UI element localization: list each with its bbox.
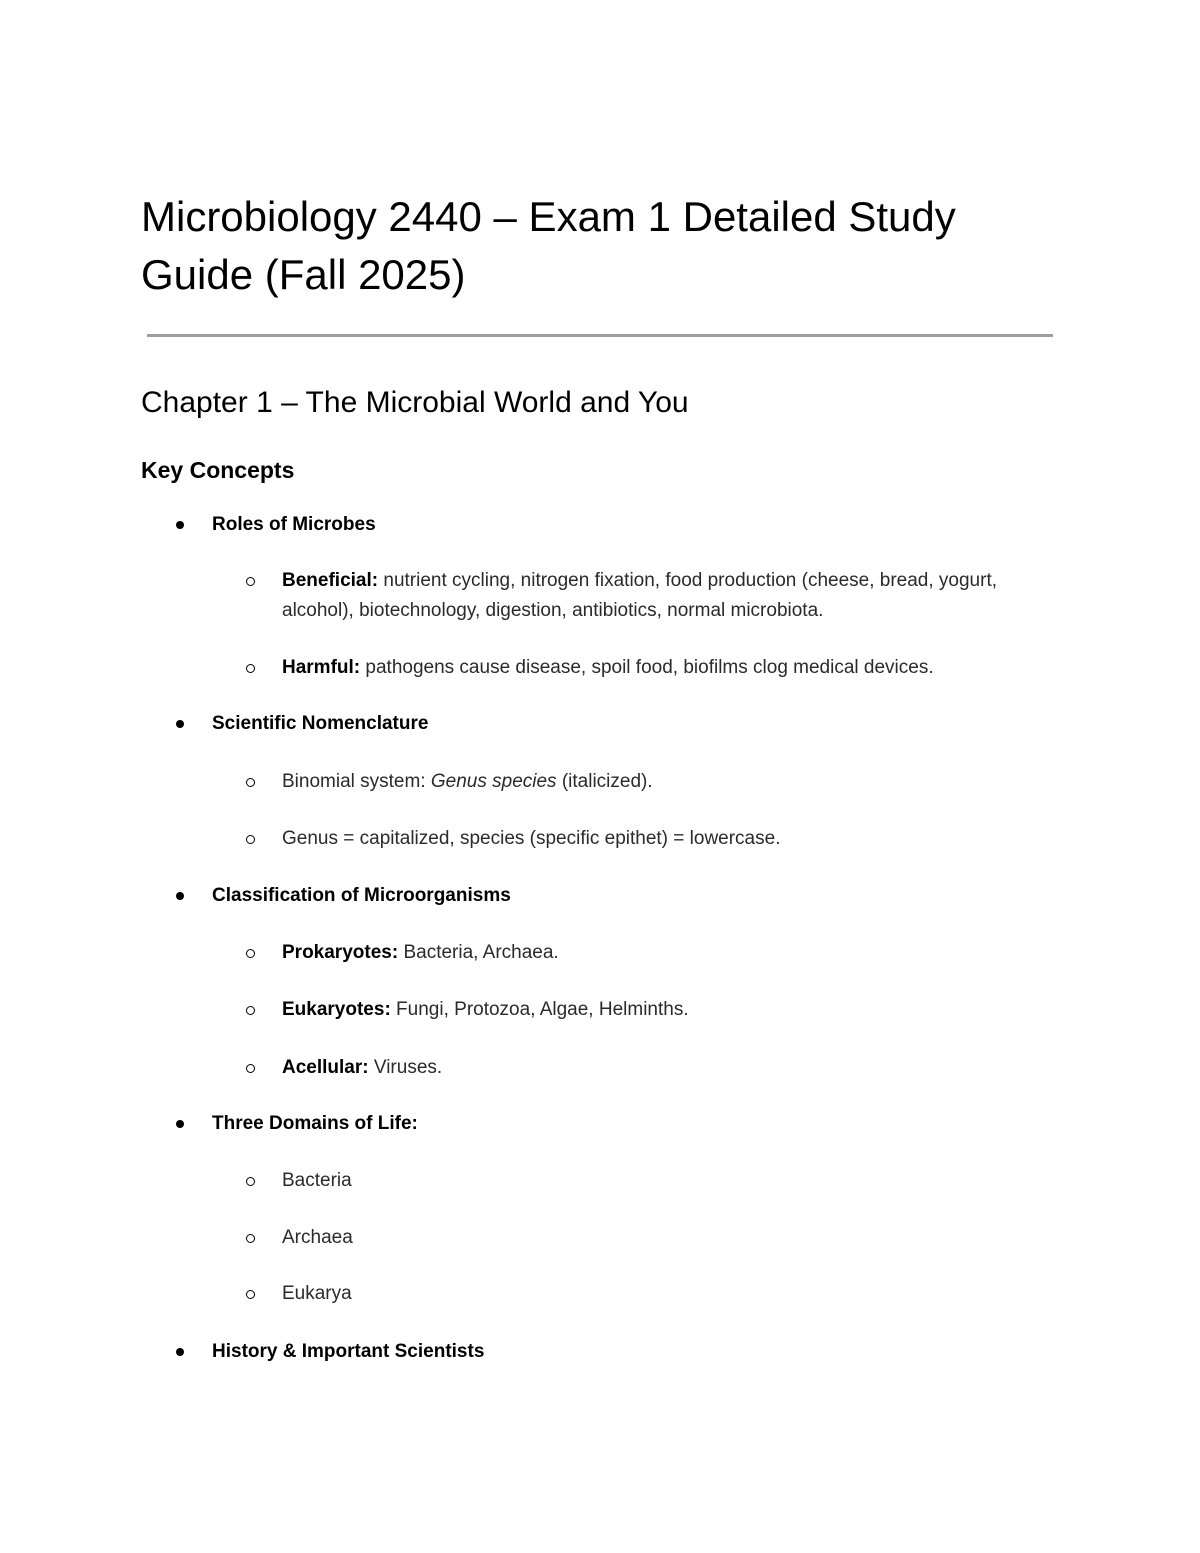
sub-item-harmful: [282, 653, 1042, 683]
sub-bullet-icon: [246, 940, 260, 966]
sub-item-beneficial: [282, 566, 1042, 626]
sub-item-label: Prokaryotes:: [282, 942, 399, 963]
sub-item-eukarya: [282, 1279, 1042, 1309]
bullet-icon: [176, 513, 188, 537]
sub-item-acellular: [282, 1053, 1042, 1083]
sub-item-text: Binomial system:: [282, 771, 431, 792]
section-heading: Key Concepts: [141, 457, 295, 483]
bullet-icon: [176, 1340, 188, 1364]
sub-bullet-icon: [246, 826, 260, 852]
sub-item-italic: Genus species: [430, 771, 557, 792]
list-item-classification: Classification of Microorganisms: [212, 885, 511, 906]
sub-bullet-icon: [246, 1225, 260, 1251]
sub-item-text: Fungi, Protozoa, Algae, Helminths.: [390, 999, 689, 1020]
chapter-heading: Chapter 1 – The Microbial World and You: [141, 386, 689, 419]
sub-item-text: pathogens cause disease, spoil food, biofilms clog medical devices.: [360, 657, 934, 678]
list-item-scientific-nomenclature: Scientific Nomenclature: [212, 713, 429, 734]
sub-item-text: nutrient cycling, nitrogen fixation, food production (cheese, bread, yogurt, alcohol), biotechnology, digestion, antibiotics, normal microbiota.: [282, 570, 998, 621]
list-item-history: History & Important Scientists: [212, 1341, 485, 1362]
bullet-icon: [176, 884, 188, 908]
list-item-three-domains: Three Domains of Life:: [212, 1113, 418, 1134]
horizontal-divider: [147, 334, 1053, 337]
document-title: Microbiology 2440 – Exam 1 Detailed Study Guide (Fall 2025): [141, 193, 956, 298]
sub-item-text: Bacteria, Archaea.: [398, 942, 559, 963]
sub-item-label: Beneficial:: [282, 570, 379, 591]
sub-bullet-icon: [246, 1055, 260, 1081]
sub-bullet-icon: [246, 769, 260, 795]
sub-item-text: Genus = capitalized, species (specific epithet) = lowercase.: [282, 828, 781, 849]
sub-item-text: Archaea: [282, 1227, 353, 1248]
sub-bullet-icon: [246, 655, 260, 681]
sub-item-label: Eukaryotes:: [282, 999, 391, 1020]
sub-item-archaea: [282, 1223, 1042, 1253]
sub-item-prokaryotes: [282, 938, 1042, 968]
sub-item-genus-rule: [282, 824, 1042, 854]
sub-item-label: Harmful:: [282, 657, 361, 678]
sub-bullet-icon: [246, 568, 260, 594]
sub-bullet-icon: [246, 1281, 260, 1307]
bullet-icon: [176, 1112, 188, 1136]
sub-item-label: Acellular:: [282, 1057, 369, 1078]
sub-item-text: Viruses.: [368, 1057, 443, 1078]
sub-item-text: Eukarya: [282, 1283, 352, 1304]
list-item-roles-of-microbes: Roles of Microbes: [212, 514, 376, 535]
sub-item-bacteria: [282, 1166, 1042, 1196]
sub-item-text: Bacteria: [282, 1170, 352, 1191]
sub-item-text: (italicized).: [556, 771, 653, 792]
sub-item-eukaryotes: [282, 995, 1042, 1025]
bullet-icon: [176, 712, 188, 736]
sub-bullet-icon: [246, 997, 260, 1023]
sub-bullet-icon: [246, 1168, 260, 1194]
sub-item-binomial-system: [282, 767, 1042, 797]
